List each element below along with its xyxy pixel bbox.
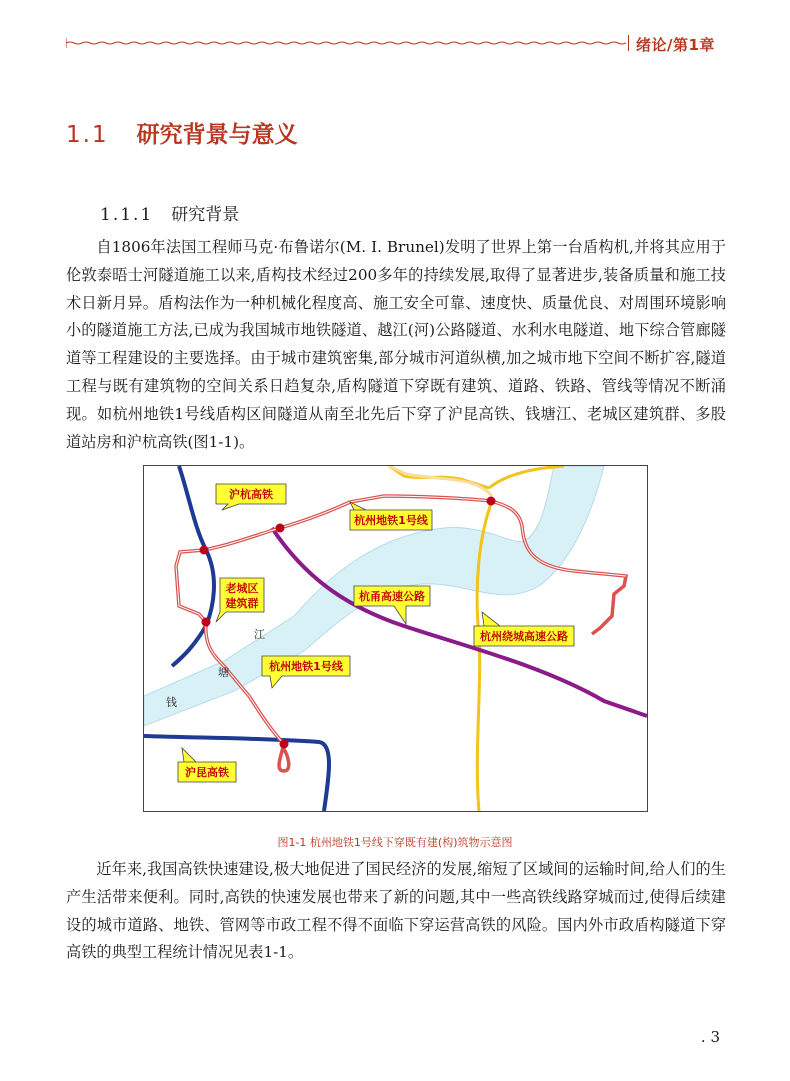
- header-divider: [628, 35, 629, 51]
- section-heading: [66, 116, 298, 149]
- callout-oldtown: [216, 578, 264, 622]
- station-node: [280, 740, 289, 749]
- station-node: [200, 546, 209, 555]
- section-title: 研究背景与意义: [136, 122, 298, 148]
- label-huhang: 沪杭高铁: [229, 488, 273, 501]
- running-header: 绪论/第1章: [636, 36, 715, 54]
- figure-caption: 图1-1 杭州地铁1号线下穿既有建(构)筑物示意图: [277, 836, 513, 849]
- callout-huhang: [216, 484, 286, 510]
- river-char-qian: 钱: [166, 696, 177, 709]
- map-drawing: [144, 466, 647, 811]
- river-char-jiang: 江: [254, 628, 265, 641]
- label-line1-top: 杭州地铁1号线: [354, 514, 428, 527]
- paragraph-2: 近年来,我国高铁快速建设,极大地促进了国民经济的发展,缩短了区域间的运输时间,给人们的生产生活带来便利。同时,高铁的快速发展也带来了新的问题,其中一些高铁线路穿城而过,使得后续建设的城市道路、地铁、管网等市政工程不得不面临下穿运营高铁的风险。国内外市政盾构隧道下穿高铁的典型工程统计情况见表1-1。: [66, 860, 726, 962]
- callout-hangyong: [354, 586, 430, 624]
- callout-line1-bottom: [262, 656, 350, 688]
- page-number: . 3: [700, 1028, 720, 1046]
- river-char-tang: 塘: [218, 666, 229, 679]
- label-hukun: 沪昆高铁: [185, 766, 229, 779]
- callout-hukun: [178, 748, 236, 782]
- hukun-rail: [144, 736, 329, 811]
- callout-line1-top: [350, 502, 432, 530]
- label-oldtown-1: 老城区: [225, 582, 259, 595]
- map-figure: [143, 465, 648, 812]
- station-node: [202, 618, 211, 627]
- header-decorative-rule: [66, 36, 626, 50]
- label-hangyong: 杭甬高速公路: [359, 590, 425, 603]
- label-ring: 杭州绕城高速公路: [480, 630, 568, 643]
- paragraph-1: 自1806年法国工程师马克·布鲁诺尔(M. I. Brunel)发明了世界上第一台盾构机,并将其应用于伦敦泰晤士河隧道施工以来,盾构技术经过200多年的持续发展,取得了显著进步,装备质量和施工技术日新月异。盾构法作为一种机械化程度高、施工安全可靠、速度快、质量优良、对周围环境影响小的隧道施工方法,已成为我国城市地铁隧道、越江(河)公路隧道、水利水电隧道、地下综合管廊隧道等工程建设的主要选择。由于城市建筑密集,部分城市河道纵横,加之城市地下空间不断扩容,隧道工程与既有建筑物的空间关系日趋复杂,盾构隧道下穿既有建筑、道路、铁路、管线等情况不断涌现。如杭州地铁1号线盾构区间隧道从南至北先后下穿了沪昆高铁、钱塘江、老城区建筑群、多股道站房和沪杭高铁(图1-1)。: [66, 238, 726, 451]
- label-line1-bottom: 杭州地铁1号线: [269, 660, 343, 673]
- subsection-number: 1.1.1: [100, 205, 154, 225]
- station-node: [276, 524, 285, 533]
- station-node: [487, 497, 496, 506]
- subsection-title: 研究背景: [171, 205, 240, 225]
- section-number: 1.1: [66, 122, 109, 148]
- label-oldtown-2: 建筑群: [225, 597, 259, 610]
- callout-ring: [474, 612, 574, 646]
- subsection-heading: [100, 200, 239, 225]
